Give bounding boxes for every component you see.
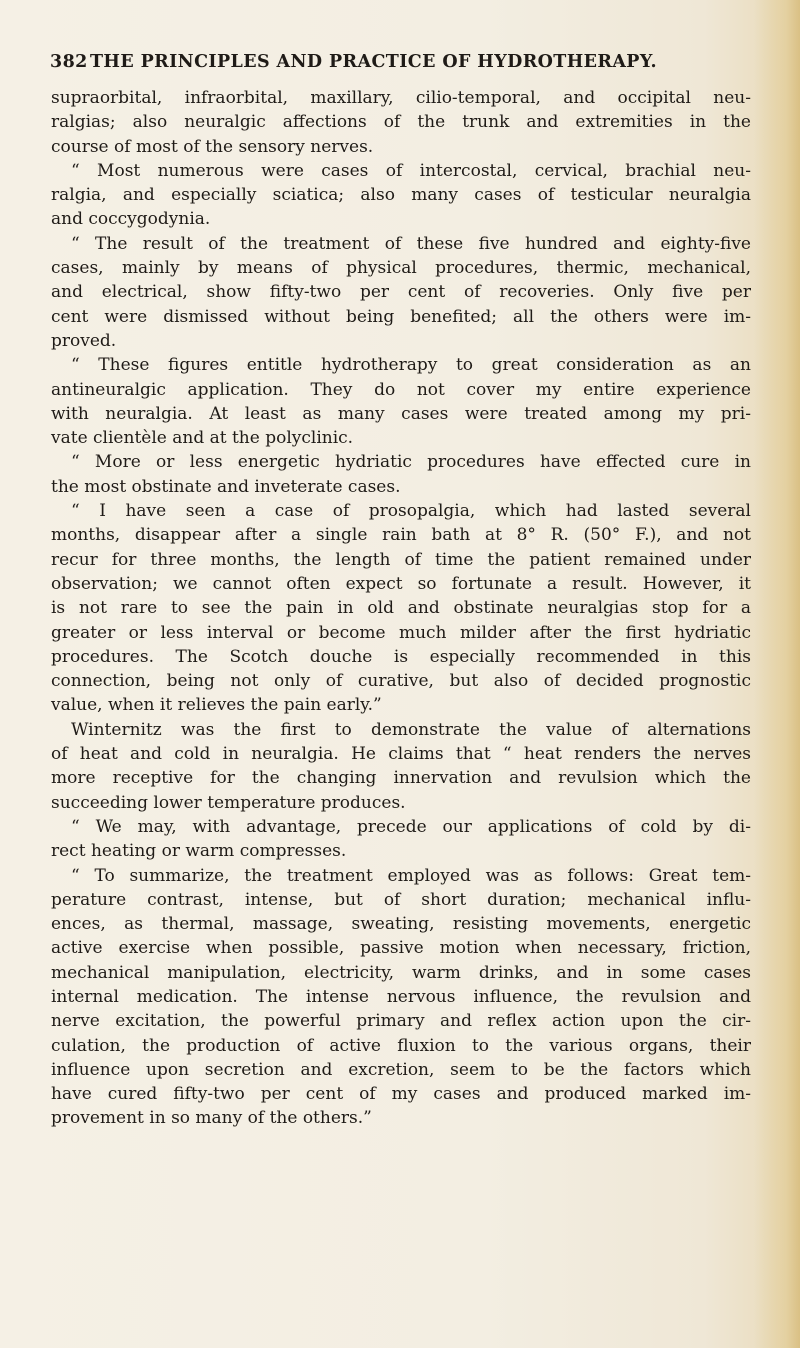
text-line: greater or less interval or become much milder after the first hydriatic: [51, 622, 751, 643]
text-line: “ We may, with advantage, precede our applications of cold by di-: [71, 816, 751, 837]
body-text: [51, 86, 751, 1131]
text-line: and coccygodynia.: [51, 209, 211, 230]
text-line: value, when it relieves the pain early.”: [51, 695, 382, 716]
text-line: rect heating or warm compresses.: [51, 841, 347, 862]
text-line: “ More or less energetic hydriatic procedures have effected cure in: [71, 452, 751, 473]
text-line: procedures. The Scotch douche is especially recommended in this: [51, 646, 751, 667]
running-head: [50, 52, 750, 78]
text-line: provement in so many of the others.”: [51, 1108, 372, 1129]
text-line: ralgia, and especially sciatica; also many cases of testicular neuralgia: [51, 185, 751, 206]
text-line: ences, as thermal, massage, sweating, resisting movements, energetic: [51, 914, 751, 935]
text-line: “ I have seen a case of prosopalgia, which had lasted several: [71, 501, 751, 522]
text-line: proved.: [51, 330, 117, 351]
text-line: more receptive for the changing innervation and revulsion which the: [51, 768, 751, 789]
text-line: nerve excitation, the powerful primary and reflex action upon the cir-: [51, 1011, 751, 1032]
text-line: active exercise when possible, passive motion when necessary, friction,: [51, 938, 751, 959]
running-title: THE PRINCIPLES AND PRACTICE OF HYDROTHERAPY.: [90, 52, 657, 72]
text-line: months, disappear after a single rain bath at 8° R. (50° F.), and not: [51, 525, 751, 546]
text-line: observation; we cannot often expect so fortunate a result. However, it: [51, 573, 751, 594]
text-line: culation, the production of active fluxion to the various organs, their: [51, 1035, 751, 1056]
text-line: vate clientèle and at the polyclinic.: [51, 428, 354, 449]
text-line: “ To summarize, the treatment employed was as follows: Great tem-: [71, 865, 751, 886]
text-line: of heat and cold in neuralgia. He claims that “ heat renders the nerves: [51, 744, 751, 765]
text-line: and electrical, show fifty-two per cent of recoveries. Only five per: [51, 282, 751, 303]
text-line: course of most of the sensory nerves.: [51, 136, 374, 157]
text-line: internal medication. The intense nervous influence, the revulsion and: [51, 986, 751, 1007]
text-line: perature contrast, intense, but of short duration; mechanical influ-: [51, 889, 751, 910]
text-line: influence upon secretion and excretion, seem to be the factors which: [51, 1059, 751, 1080]
text-line: connection, being not only of curative, but also of decided prognostic: [51, 671, 751, 692]
text-line: “ Most numerous were cases of intercostal, cervical, brachial neu-: [71, 160, 751, 181]
text-line: ralgias; also neuralgic affections of the trunk and extremities in the: [51, 112, 751, 133]
text-line: have cured fifty-two per cent of my cases and produced marked im-: [51, 1084, 751, 1105]
text-line: is not rare to see the pain in old and obstinate neuralgias stop for a: [51, 598, 751, 619]
text-line: succeeding lower temperature produces.: [51, 792, 406, 813]
text-line: supraorbital, infraorbital, maxillary, cilio-temporal, and occipital neu-: [51, 88, 751, 108]
text-line: “ These figures entitle hydrotherapy to great consideration as an: [71, 355, 751, 376]
text-line: antineuralgic application. They do not cover my entire experience: [51, 379, 751, 400]
text-line: cent were dismissed without being benefited; all the others were im-: [51, 306, 751, 327]
text-line: mechanical manipulation, electricity, warm drinks, and in some cases: [51, 962, 751, 983]
text-line: the most obstinate and inveterate cases.: [51, 476, 401, 497]
text-line: Winternitz was the first to demonstrate the value of alternations: [71, 719, 751, 740]
page-edge-shading: [754, 0, 800, 1348]
page-number: 382: [50, 52, 88, 72]
text-line: with neuralgia. At least as many cases were treated among my pri-: [51, 403, 751, 424]
text-line: recur for three months, the length of time the patient remained under: [51, 549, 751, 570]
text-line: cases, mainly by means of physical procedures, thermic, mechanical,: [51, 258, 751, 279]
text-line: “ The result of the treatment of these five hundred and eighty-five: [71, 233, 751, 254]
